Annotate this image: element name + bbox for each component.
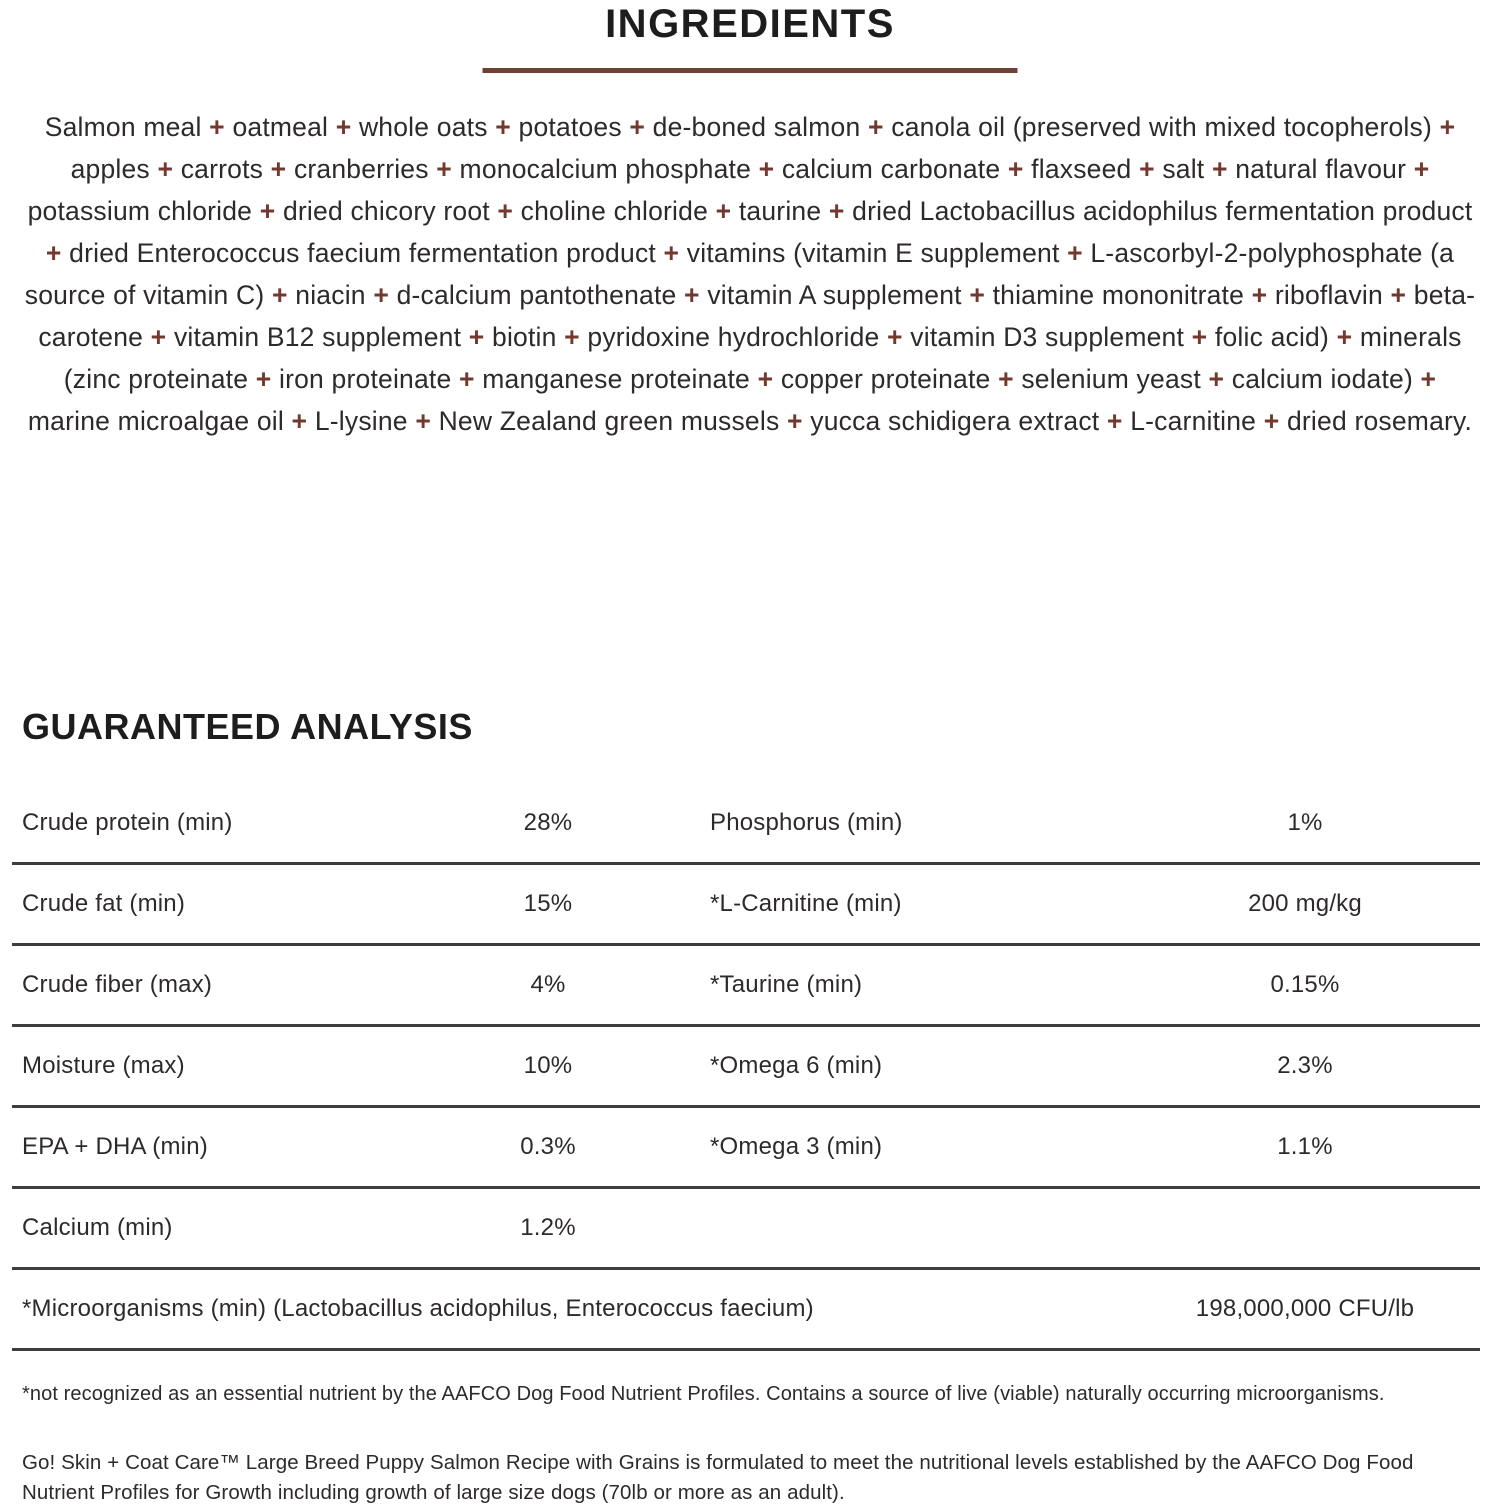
nutrient-label: *Microorganisms (min) (Lactobacillus acidophilus, Enterococcus faecium) [22, 1295, 814, 1322]
plus-separator: + [495, 112, 511, 142]
ingredient-item: dried chicory root [282, 196, 490, 226]
analysis-row [12, 946, 1480, 1027]
nutrient-label: Calcium (min) [22, 1214, 173, 1241]
plus-separator: + [1139, 154, 1155, 184]
ingredient-item: calcium carbonate [781, 154, 1001, 184]
ingredient-item: Salmon meal [44, 112, 202, 142]
ingredient-item: vitamin B12 supplement [173, 322, 462, 352]
nutrient-value: 0.15% [1270, 971, 1340, 998]
ingredient-item: apples [70, 154, 150, 184]
analysis-row [12, 1108, 1480, 1189]
plus-separator: + [969, 280, 985, 310]
ingredient-item: L-ascorbyl-2-polyphosphate (a source of vitamin C) [24, 238, 1455, 310]
ingredient-item: whole oats [358, 112, 488, 142]
guaranteed-analysis-table [12, 784, 1480, 1351]
plus-separator: + [270, 154, 287, 184]
ingredient-item: yucca schidigera extract [810, 406, 1100, 436]
plus-separator: + [1211, 154, 1228, 184]
plus-separator: + [436, 154, 452, 184]
plus-separator: + [1336, 322, 1353, 352]
plus-separator: + [564, 322, 580, 352]
plus-separator: + [497, 196, 514, 226]
plus-separator: + [1106, 406, 1123, 436]
ingredient-item: riboflavin [1274, 280, 1383, 310]
ingredient-item: vitamin A supplement [707, 280, 962, 310]
ingredient-item: iron proteinate [279, 364, 452, 394]
ingredient-item: carrots [180, 154, 264, 184]
analysis-row [12, 1027, 1480, 1108]
ingredient-item: L-lysine [314, 406, 408, 436]
ingredient-item: biotin [492, 322, 557, 352]
plus-separator: + [291, 406, 308, 436]
plus-separator: + [1208, 364, 1225, 394]
nutrient-label: Crude fat (min) [22, 890, 186, 917]
plus-separator: + [45, 238, 62, 268]
title-underline-rule [483, 68, 1018, 73]
plus-separator: + [757, 364, 774, 394]
plus-separator: + [209, 112, 225, 142]
nutrient-label: EPA + DHA (min) [22, 1133, 208, 1160]
plus-separator: + [867, 112, 884, 142]
plus-separator: + [758, 154, 775, 184]
ingredient-item: cranberries [293, 154, 429, 184]
analysis-footnote: *not recognized as an essential nutrient by the AAFCO Dog Food Nutrient Profiles. Contains a source of live (viable) naturally occurring microorganisms. [22, 1383, 1385, 1405]
ingredient-item: beta-carotene [38, 280, 1476, 352]
nutrient-value: 200 mg/kg [1248, 890, 1362, 917]
plus-separator: + [255, 364, 272, 394]
nutrient-value: 2.3% [1277, 1052, 1333, 1079]
plus-separator: + [468, 322, 485, 352]
plus-separator: + [1390, 280, 1407, 310]
plus-separator: + [1007, 154, 1024, 184]
plus-separator: + [335, 112, 352, 142]
plus-separator: + [715, 196, 732, 226]
ingredient-item: de-boned salmon [652, 112, 861, 142]
plus-separator: + [272, 280, 288, 310]
ingredient-item: vitamins (vitamin E supplement [686, 238, 1060, 268]
plus-separator: + [787, 406, 803, 436]
ingredient-item: dried Enterococcus faecium fermentation product [69, 238, 656, 268]
ingredient-item: oatmeal [232, 112, 329, 142]
formulation-statement: Go! Skin + Coat Care™ Large Breed Puppy Salmon Recipe with Grains is formulated to meet the nutritional levels established by the AAFCO Dog Food Nutrient Profiles for Growth including growth of large size dogs (70lb or more as an adult). [22, 1451, 1414, 1504]
nutrient-label: *Omega 3 (min) [710, 1133, 883, 1160]
ingredient-item: monocalcium phosphate [459, 154, 752, 184]
analysis-row [12, 1270, 1480, 1351]
nutrient-value: 10% [523, 1052, 573, 1079]
analysis-row [12, 1189, 1480, 1270]
ingredient-item: potatoes [518, 112, 622, 142]
ingredient-item: dried Lactobacillus acidophilus fermentation product [852, 196, 1473, 226]
plus-separator: + [828, 196, 845, 226]
ingredient-item: flaxseed [1031, 154, 1132, 184]
ingredient-item: folic acid) [1214, 322, 1330, 352]
ingredient-item: marine microalgae oil [27, 406, 284, 436]
ingredient-item: minerals (zinc proteinate [63, 322, 1462, 394]
ingredient-item: salt [1162, 154, 1205, 184]
nutrient-label: Moisture (max) [22, 1052, 185, 1079]
ingredient-item: manganese proteinate [482, 364, 750, 394]
ingredient-item: New Zealand green mussels [438, 406, 780, 436]
ingredient-item: copper proteinate [780, 364, 991, 394]
nutrient-label: Crude fiber (max) [22, 971, 213, 998]
nutrient-value: 1.2% [520, 1214, 576, 1241]
ingredient-item: vitamin D3 supplement [910, 322, 1185, 352]
ingredient-item: niacin [295, 280, 366, 310]
nutrient-value: 0.3% [520, 1133, 576, 1160]
nutrient-value: 15% [523, 890, 573, 917]
ingredient-item: canola oil (preserved with mixed tocopherols) [891, 112, 1432, 142]
ingredient-item: potassium chloride [27, 196, 253, 226]
plus-separator: + [157, 154, 174, 184]
ingredient-item: thiamine mononitrate [992, 280, 1245, 310]
guaranteed-analysis-title: GUARANTEED ANALYSIS [22, 706, 473, 747]
analysis-row [12, 865, 1480, 946]
ingredient-item: L-carnitine [1130, 406, 1257, 436]
plus-separator: + [373, 280, 389, 310]
ingredient-item: pyridoxine hydrochloride [587, 322, 880, 352]
ingredient-item: calcium iodate) [1231, 364, 1413, 394]
ingredient-item: dried rosemary. [1286, 406, 1473, 436]
plus-separator: + [1439, 112, 1456, 142]
plus-separator: + [998, 364, 1014, 394]
nutrient-label: *L-Carnitine (min) [710, 890, 902, 917]
plus-separator: + [1251, 280, 1268, 310]
ingredients-title: INGREDIENTS [605, 2, 895, 46]
plus-separator: + [1067, 238, 1083, 268]
plus-separator: + [663, 238, 680, 268]
nutrient-value: 198,000,000 CFU/lb [1195, 1295, 1415, 1322]
plus-separator: + [1263, 406, 1280, 436]
ingredient-item: d-calcium pantothenate [396, 280, 677, 310]
plus-separator: + [150, 322, 167, 352]
ingredient-item: taurine [738, 196, 822, 226]
plus-separator: + [1413, 154, 1430, 184]
ingredient-item: selenium yeast [1021, 364, 1201, 394]
plus-separator: + [684, 280, 700, 310]
analysis-row [12, 784, 1480, 865]
plus-separator: + [1191, 322, 1208, 352]
nutrient-label: Phosphorus (min) [710, 809, 903, 836]
plus-separator: + [629, 112, 646, 142]
ingredient-item: choline chloride [520, 196, 709, 226]
plus-separator: + [459, 364, 475, 394]
plus-separator: + [415, 406, 431, 436]
plus-separator: + [887, 322, 903, 352]
plus-separator: + [1420, 364, 1437, 394]
ingredients-paragraph [22, 106, 1478, 442]
nutrient-label: Crude protein (min) [22, 809, 233, 836]
nutrient-label: *Taurine (min) [710, 971, 863, 998]
ingredient-item: natural flavour [1235, 154, 1407, 184]
nutrient-value: 4% [530, 971, 566, 998]
nutrient-value: 28% [523, 809, 573, 836]
nutrient-label: *Omega 6 (min) [710, 1052, 883, 1079]
plus-separator: + [259, 196, 276, 226]
nutrient-value: 1% [1287, 809, 1323, 836]
nutrient-value: 1.1% [1277, 1133, 1333, 1160]
